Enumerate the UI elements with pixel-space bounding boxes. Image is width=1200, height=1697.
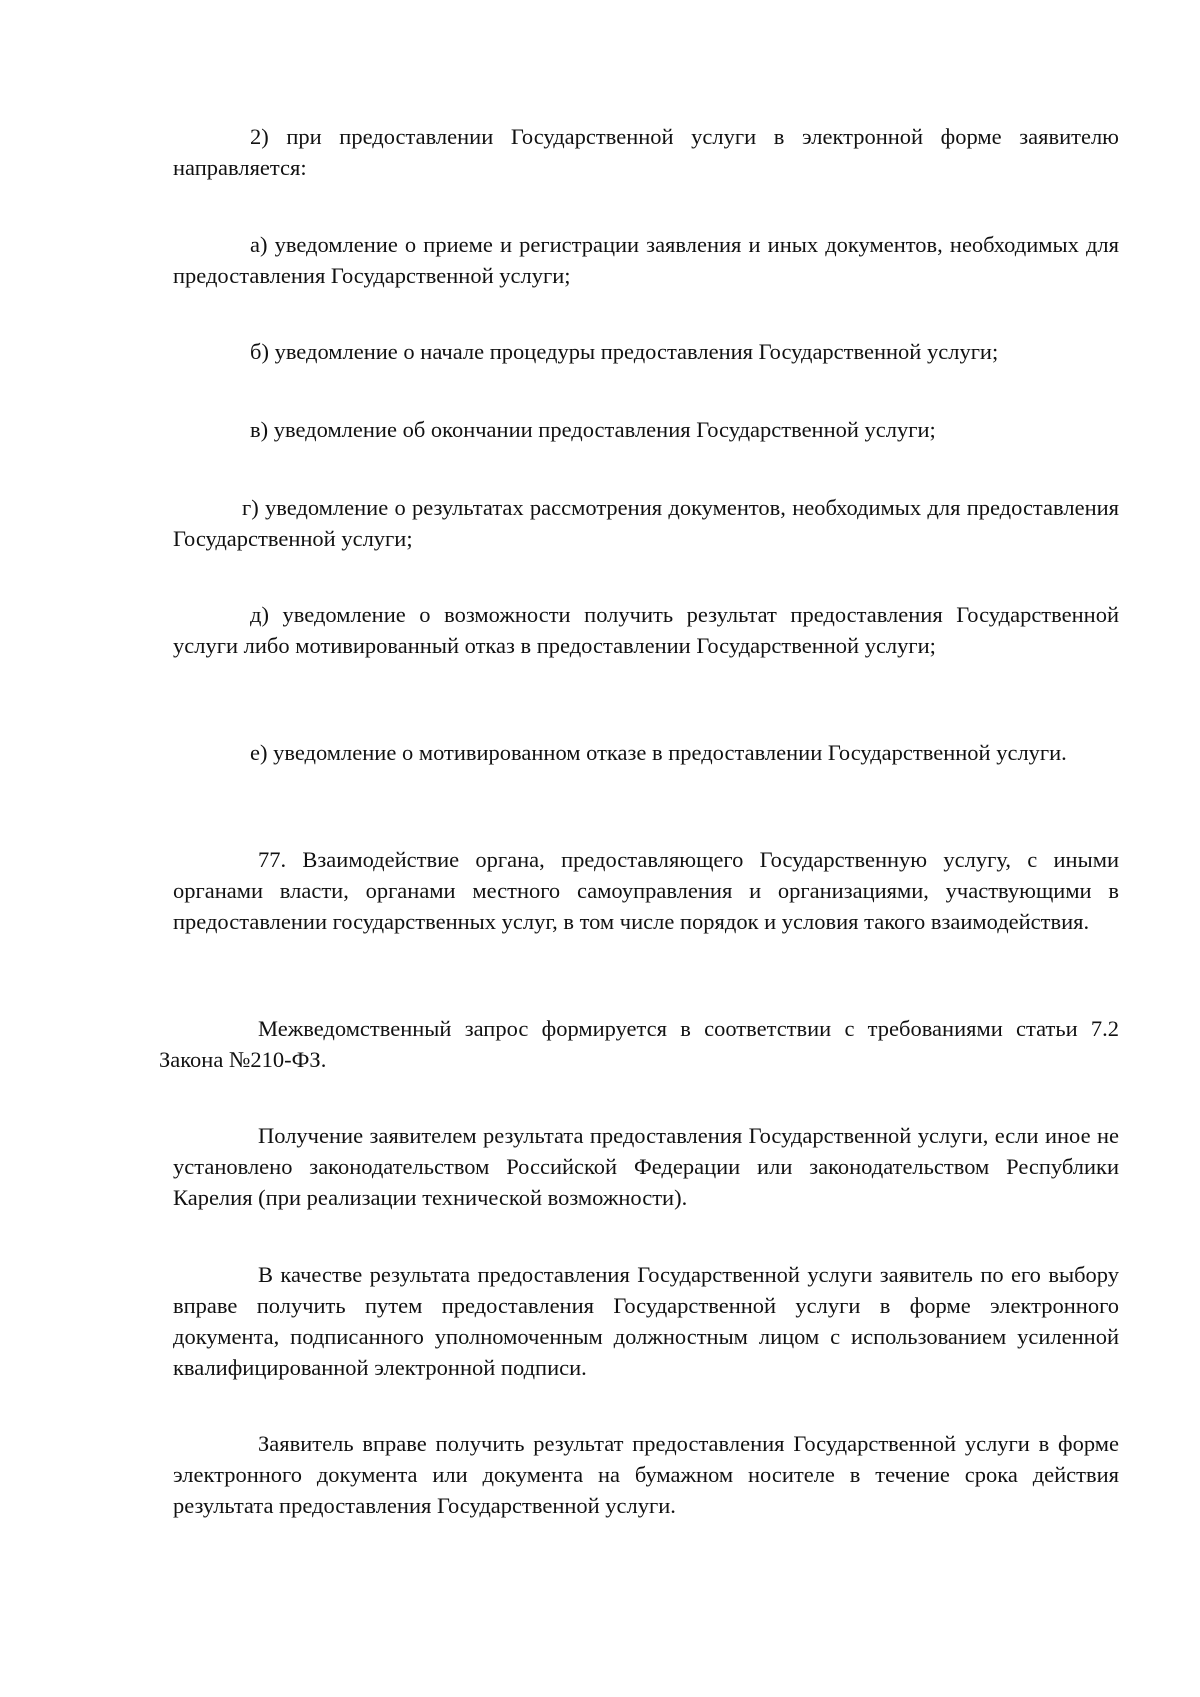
paragraph-item-e: е) уведомление о мотивированном отказе в предоставлении Государственной услуги. bbox=[250, 740, 1067, 765]
paragraph-result-validity: Заявитель вправе получить результат предоставления Государственной услуги в форме электронного документа или документа на бумажном носителе в течение срока действия результата предоставления Государственной услуги. bbox=[173, 1431, 1119, 1518]
paragraph-item-a: а) уведомление о приеме и регистрации заявления и иных документов, необходимых для предоставления Государственной услуги; bbox=[173, 232, 1119, 288]
paragraph-section-77: 77. Взаимодействие органа, предоставляющего Государственную услугу, с иными органами власти, органами местного самоуправления и организациями, участвующими в предоставлении государственных услуг, в том числе порядок и условия такого взаимодействия. bbox=[173, 847, 1119, 934]
paragraph-item-d: д) уведомление о возможности получить результат предоставления Государственной услуги либо мотивированный отказ в предоставлении Государственной услуги; bbox=[173, 602, 1119, 658]
paragraph-item-v: в) уведомление об окончании предоставления Государственной услуги; bbox=[250, 417, 936, 442]
paragraph-item-b: б) уведомление о начале процедуры предоставления Государственной услуги; bbox=[250, 339, 999, 364]
paragraph-interagency-request: Межведомственный запрос формируется в соответствии с требованиями статьи 7.2 Закона №210-ФЗ. bbox=[159, 1016, 1119, 1072]
paragraph-receipt-of-result: Получение заявителем результата предоставления Государственной услуги, если иное не установлено законодательством Российской Федерации или законодательством Республики Карелия (при реализации технической возможности). bbox=[173, 1123, 1119, 1210]
paragraph-item-g: г) уведомление о результатах рассмотрения документов, необходимых для предоставления Государственной услуги; bbox=[173, 495, 1119, 551]
paragraph-electronic-document-result: В качестве результата предоставления Государственной услуги заявитель по его выбору вправе получить путем предоставления Государственной услуги в форме электронного документа, подписанного уполномоченным должностным лицом с использованием усиленной квалифицированной электронной подписи. bbox=[173, 1262, 1119, 1380]
paragraph-electronic-form: 2) при предоставлении Государственной услуги в электронной форме заявителю направляется: bbox=[173, 124, 1119, 180]
